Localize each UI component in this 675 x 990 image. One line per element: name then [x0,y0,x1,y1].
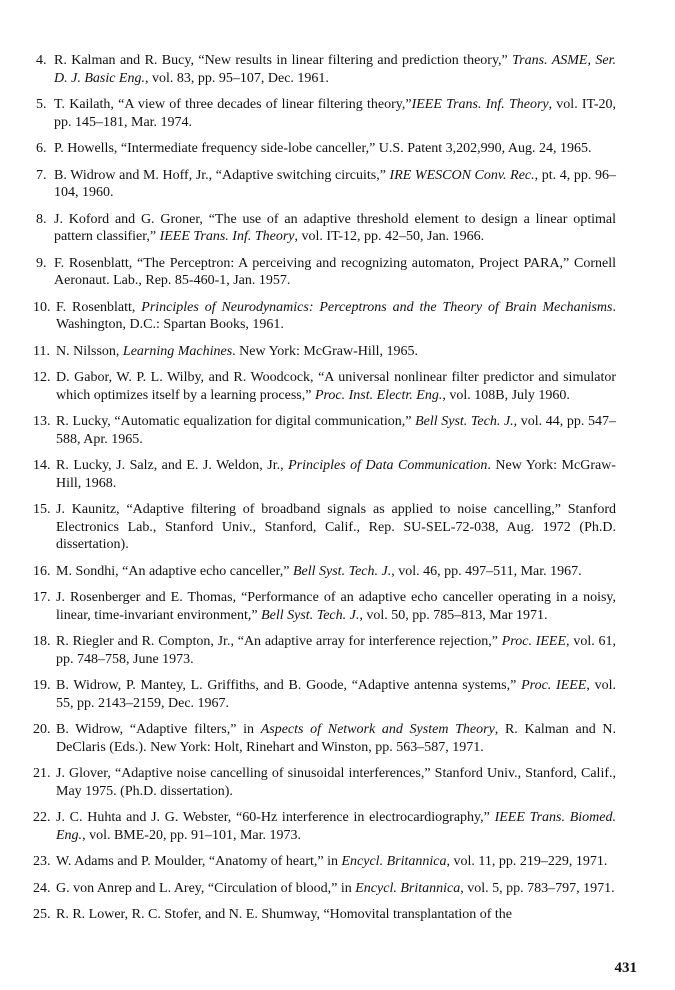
reference-text: R. R. Lower, R. C. Stofer, and N. E. Shumway, “Homovital transplantation of the [56,907,513,922]
reference-list [34,52,616,933]
reference-item [34,677,616,712]
reference-number: 21. [33,766,51,781]
reference-number: 9. [36,255,47,271]
reference-item [34,880,616,898]
reference-text: B. Widrow and M. Hoff, Jr., “Adaptive switching circuits,” [54,167,390,183]
reference-text: R. Riegler and R. Compton, Jr., “An adaptive array for interference rejection,” [56,634,502,649]
reference-number: 4. [36,53,47,68]
reference-number: 22. [33,810,51,825]
reference-number: 20. [33,722,51,737]
reference-text: M. Sondhi, “An adaptive echo canceller,” [56,563,293,579]
reference-text: R. Kalman and R. Bucy, “New results in linear filtering and prediction theory,” [54,53,513,68]
reference-number: 12. [33,370,51,385]
reference-source-title: IEEE Trans. Inf. Theory [159,229,295,244]
reference-number: 6. [36,141,47,156]
reference-item [34,501,616,554]
reference-item [34,853,616,871]
reference-number: 17. [33,590,51,605]
reference-item [34,633,616,668]
reference-number: 14. [33,458,51,473]
reference-text: B. Widrow, “Adaptive filters,” in [56,722,261,737]
reference-item [34,765,616,800]
reference-text: J. Kaunitz, “Adaptive filtering of broadband signals as applied to noise cancelling,” Stanford Electronics Lab., Stanford Univ., Stanford, Calif., Rep. SU-SEL-72-038, Aug. 1972 (Ph.D. dissertation). [56,502,616,552]
reference-number: 23. [33,854,51,869]
reference-number: 13. [33,414,51,429]
reference-number: 10. [33,299,51,315]
reference-item [34,299,616,334]
reference-text: . Washington, D.C.: Spartan Books, 1961. [56,299,616,332]
reference-text: , vol. 11, pp. 219–229, 1971. [446,854,608,869]
reference-item [34,721,616,756]
reference-text: J. Glover, “Adaptive noise cancelling of sinusoidal interferences,” Stanford Univ., Stanford, Calif., May 1975. (Ph.D. dissertation). [56,766,616,799]
reference-text: , vol. 55, pp. 2143–2159, Dec. 1967. [56,678,616,711]
reference-item [34,906,616,924]
reference-text: , vol. 61, pp. 748–758, June 1973. [56,634,616,667]
reference-number: 5. [36,97,47,112]
reference-number: 11. [33,343,50,359]
reference-text: R. Lucky, J. Salz, and E. J. Weldon, Jr., [56,458,289,473]
reference-source-title: Trans. ASME, Ser. D. J. Basic Eng. [54,53,616,86]
reference-source-title: Principles of Neurodynamics: Perceptrons and the Theory of Brain Mechanisms [141,299,613,315]
reference-source-title: Proc. IEEE [501,634,567,649]
reference-source-title: Bell Syst. Tech. J. [292,563,392,579]
reference-item [34,96,616,131]
reference-text: , pt. 4, pp. 96–104, 1960. [54,167,616,200]
reference-text: J. C. Huhta and J. G. Webster, “60-Hz interference in electrocardiography,” [56,810,495,825]
reference-source-title: Encycl. Britannica [355,880,461,896]
reference-source-title: IRE WESCON Conv. Rec. [389,167,535,183]
reference-text: , vol. 50, pp. 785–813, Mar 1971. [359,607,548,623]
reference-text: P. Howells, “Intermediate frequency side-lobe canceller,” U.S. Patent 3,202,990, Aug. 24, 1965. [54,141,592,156]
reference-item [34,167,616,202]
reference-item [34,343,616,361]
reference-item [34,457,616,492]
reference-text: . New York: McGraw-Hill, 1968. [56,458,616,491]
reference-text: . New York: McGraw-Hill, 1965. [232,343,419,359]
reference-text: , vol. 83, pp. 95–107, Dec. 1961. [144,70,329,86]
reference-item [34,52,616,87]
reference-number: 15. [33,502,51,517]
reference-source-title: Proc. Inst. Electr. Eng. [314,387,443,403]
reference-number: 24. [33,880,51,896]
reference-item [34,255,616,290]
reference-text: , vol. 46, pp. 497–511, Mar. 1967. [391,563,582,579]
reference-text: , R. Kalman and N. DeClaris (Eds.). New York: Holt, Rinehart and Winston, pp. 563–587, 1971. [56,722,617,755]
reference-text: R. Lucky, “Automatic equalization for digital communication,” [56,414,416,429]
reference-text: , vol. 108B, July 1960. [442,387,570,403]
reference-item [34,809,616,844]
reference-source-title: Bell Syst. Tech. J. [261,607,360,623]
reference-item [34,413,616,448]
reference-text: F. Rosenblatt, “The Perceptron: A perceiving and recognizing automaton, Project PARA,” Cornell Aeronaut. Lab., Rep. 85-460-1, Jan. 1957. [54,255,616,288]
reference-text: , vol. 5, pp. 783–797, 1971. [460,880,615,896]
reference-text: G. von Anrep and L. Arey, “Circulation of blood,” in [56,880,356,896]
reference-item [34,563,616,581]
reference-text: , vol. 44, pp. 547–588, Apr. 1965. [56,414,616,447]
reference-source-title: Encycl. Britannica [341,854,447,869]
reference-item [34,140,616,158]
reference-item [34,369,616,404]
page-number: 431 [614,960,637,976]
reference-source-title: Learning Machines [122,343,233,359]
reference-text: T. Kailath, “A view of three decades of linear filtering theory,” [54,97,412,112]
reference-source-title: Principles of Data Communication [288,458,488,473]
reference-number: 18. [33,634,51,649]
reference-item [34,211,616,246]
reference-text: D. Gabor, W. P. L. Wilby, and R. Woodcock, “A universal nonlinear filter predictor and simulator which optimizes itself by a learning process,” [56,370,616,403]
reference-text: , vol. IT-12, pp. 42–50, Jan. 1966. [294,229,485,244]
reference-text: , vol. IT-20, pp. 145–181, Mar. 1974. [54,97,616,130]
reference-number: 7. [36,167,47,183]
reference-source-title: IEEE Trans. Inf. Theory [411,97,549,112]
reference-item [34,589,616,624]
reference-source-title: Aspects of Network and System Theory [260,722,495,737]
reference-number: 16. [33,563,51,579]
reference-text: F. Rosenblatt, [56,299,142,315]
reference-text: , vol. BME-20, pp. 91–101, Mar. 1973. [82,827,302,843]
reference-text: J. Koford and G. Groner, “The use of an adaptive threshold element to design a linear optimal pattern classifier,” [54,211,616,244]
reference-number: 8. [36,211,47,227]
reference-text: W. Adams and P. Moulder, “Anatomy of heart,” in [56,854,342,869]
reference-source-title: Proc. IEEE [521,678,587,693]
reference-number: 19. [33,678,51,693]
reference-text: B. Widrow, P. Mantey, L. Griffiths, and B. Goode, “Adaptive antenna systems,” [56,678,522,693]
reference-text: J. Rosenberger and E. Thomas, “Performance of an adaptive echo canceller operating in a noisy, linear, time-invariant environment,” [56,590,616,623]
reference-source-title: IEEE Trans. Biomed. Eng. [56,810,616,843]
reference-text: N. Nilsson, [56,343,123,359]
reference-number: 25. [33,907,51,922]
reference-source-title: Bell Syst. Tech. J. [415,414,514,429]
